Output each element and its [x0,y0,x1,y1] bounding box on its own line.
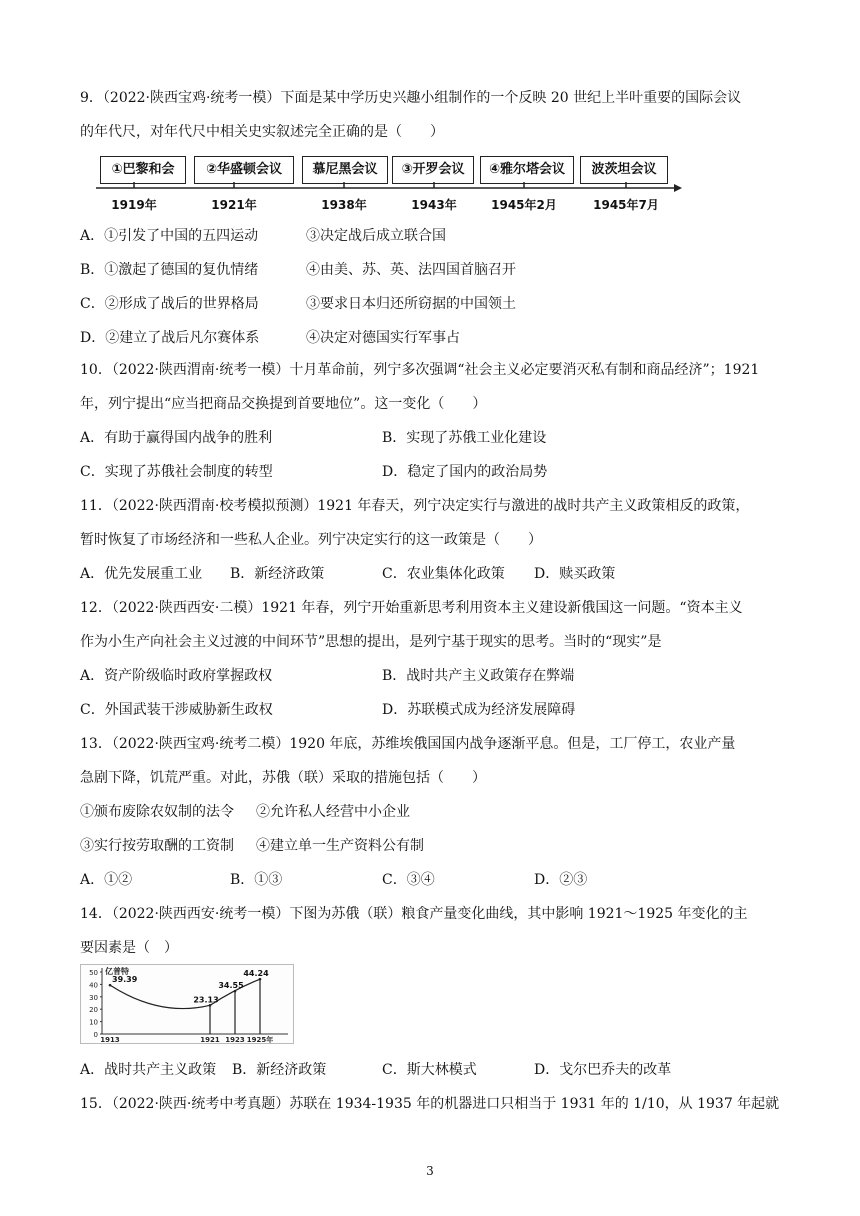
chart-point [209,1004,212,1007]
timeline-year-1921: 1921年 [211,198,257,212]
chart-y-tick-label: 20 [89,1006,98,1015]
timeline-event-potsdam: 波茨坦会议 [580,156,668,184]
q13-option-a: A．①② [80,872,133,888]
q11-option-c: C．农业集体化政策 [382,566,505,582]
grain-output-chart [80,964,294,1044]
q15-stem-line1: 15．（2022·陕西·统考中考真题）苏联在 1934-1935 年的机器进口只相当于 1931 年的 1/10，从 1937 年起就 [80,1096,780,1112]
q9-option-b: B．①激起了德国的复仇情绪 [80,262,259,278]
q14-option-c: C．斯大林模式 [382,1062,477,1078]
grain-output-chart-svg [80,964,294,1044]
q11-option-d: D．赎买政策 [534,566,616,582]
q10-option-a: A．有助于赢得国内战争的胜利 [80,430,273,446]
chart-point [259,978,262,981]
page-number: 3 [426,1164,434,1178]
timeline-year-1938: 1938年 [321,198,367,212]
q12-stem-line2: 作为小生产向社会主义过渡的中间环节”思想的提出，是列宁基于现实的思考。当时的“现实”是 [80,634,662,650]
chart-x-tick-label: 1923 [225,1036,245,1044]
q13-option-d: D．②③ [534,872,588,888]
chart-data-label: 39.39 [112,975,138,985]
chart-y-tick-label: 40 [89,981,98,990]
q12-option-a: A．资产阶级临时政府掌握政权 [80,668,273,684]
q13-option-c: C．③④ [382,872,435,888]
q9-option-d-part2: ④决定对德国实行军事占 [306,330,460,346]
q12-option-d: D．苏联模式成为经济发展障碍 [382,702,576,718]
chart-y-tick-label: 50 [89,969,98,977]
q10-option-c: C．实现了苏俄社会制度的转型 [80,464,273,480]
q9-option-d: D．②建立了战后凡尔赛体系 [80,330,260,346]
q12-stem-line1: 12．（2022·陕西西安·二模）1921 年春，列宁开始重新思考利用资本主义建设新俄国这一问题。“资本主义 [80,600,743,616]
q14-stem-line2: 要因素是（ ） [80,940,178,956]
timeline-event-cairo: ③开罗会议 [392,156,474,184]
q9-stem-line1: 9．（2022·陕西宝鸡·统考一模）下面是某中学历史兴趣小组制作的一个反映 20 世纪上半叶重要的国际会议 [80,90,742,106]
chart-y-tick-label: 10 [89,1018,98,1027]
q11-stem-line2: 暂时恢复了市场经济和一些私人企业。列宁决定实行的这一政策是（ ） [80,532,542,548]
q11-option-a: A．优先发展重工业 [80,566,203,582]
q10-option-b: B．实现了苏俄工业化建设 [382,430,547,446]
chart-y-label: 亿普特 [105,967,129,976]
chart-x-tick-label: 1921 [200,1036,220,1044]
q11-option-b: B．新经济政策 [230,566,325,582]
q14-stem-line1: 14．（2022·陕西西安·统考一模）下图为苏俄（联）粮食产量变化曲线，其中影响 1921～1925 年变化的主 [80,906,748,922]
q12-option-b: B．战时共产主义政策存在弊端 [382,668,575,684]
q13-stem-line2: 急剧下降，饥荒严重。对此，苏俄（联）采取的措施包括（ ） [80,770,486,786]
q12-option-c: C．外国武装干涉威胁新生政权 [80,702,273,718]
q9-option-a: A．①引发了中国的五四运动 [80,228,259,244]
q13-option-b: B．①③ [230,872,283,888]
q9-option-b-part2: ④由美、苏、英、法四国首脑召开 [306,262,516,278]
q14-option-b: B．新经济政策 [232,1062,327,1078]
q14-option-d: D．戈尔巴乔夫的改革 [534,1062,672,1078]
q9-stem-line2: 的年代尺，对年代尺中相关史实叙述完全正确的是（ ） [80,124,444,140]
q10-option-d: D．稳定了国内的政治局势 [382,464,548,480]
chart-x-tick-label: 1925年 [246,1036,274,1044]
timeline-year-1943: 1943年 [411,198,457,212]
chart-x-tick-label: 1913 [100,1036,120,1044]
timeline-event-washington: ②华盛顿会议 [194,156,294,184]
chart-point [109,984,112,987]
q13-item-2: ②允许私人经营中小企业 [256,804,410,820]
q13-item-3: ③实行按劳取酬的工资制 [80,838,234,854]
q10-stem-line2: 年，列宁提出“应当把商品交换提到首要地位”。这一变化（ ） [80,396,487,412]
q13-stem-line1: 13．（2022·陕西宝鸡·统考二模）1920 年底，苏维埃俄国国内战争逐渐平息。但是，工厂停工，农业产量 [80,736,736,752]
timeline-event-munich: 慕尼黑会议 [302,156,388,184]
timeline-year-1945-feb: 1945年2月 [491,198,557,212]
q11-stem-line1: 11．（2022·陕西渭南·校考模拟预测）1921 年春天，列宁决定实行与激进的战时共产主义政策相反的政策， [80,498,750,514]
q9-option-c: C．②形成了战后的世界格局 [80,296,259,312]
timeline-year-1919: 1919年 [111,198,157,212]
q13-item-4: ④建立单一生产资料公有制 [256,838,424,854]
chart-data-label: 34.55 [218,981,244,991]
q14-option-a: A．战时共产主义政策 [80,1062,217,1078]
chart-data-label: 44.24 [243,969,269,979]
chart-data-label: 23.13 [193,995,219,1005]
chart-y-tick-label: 0 [93,1031,98,1039]
timeline-year-1945-jul: 1945年7月 [593,198,659,212]
chart-point [234,990,237,993]
q10-stem-line1: 10．（2022·陕西渭南·统考一模）十月革命前，列宁多次强调“社会主义必定要消灭私有制和商品经济”；1921 [80,362,760,378]
timeline-event-yalta: ④雅尔塔会议 [480,156,574,184]
q9-timeline [90,154,690,218]
chart-y-tick-label: 30 [89,993,98,1002]
q9-option-a-part2: ③决定战后成立联合国 [306,228,446,244]
q13-item-1: ①颁布废除农奴制的法令 [80,804,234,820]
timeline-event-paris: ①巴黎和会 [100,156,186,184]
q9-option-c-part2: ③要求日本归还所窃据的中国领土 [306,296,516,312]
